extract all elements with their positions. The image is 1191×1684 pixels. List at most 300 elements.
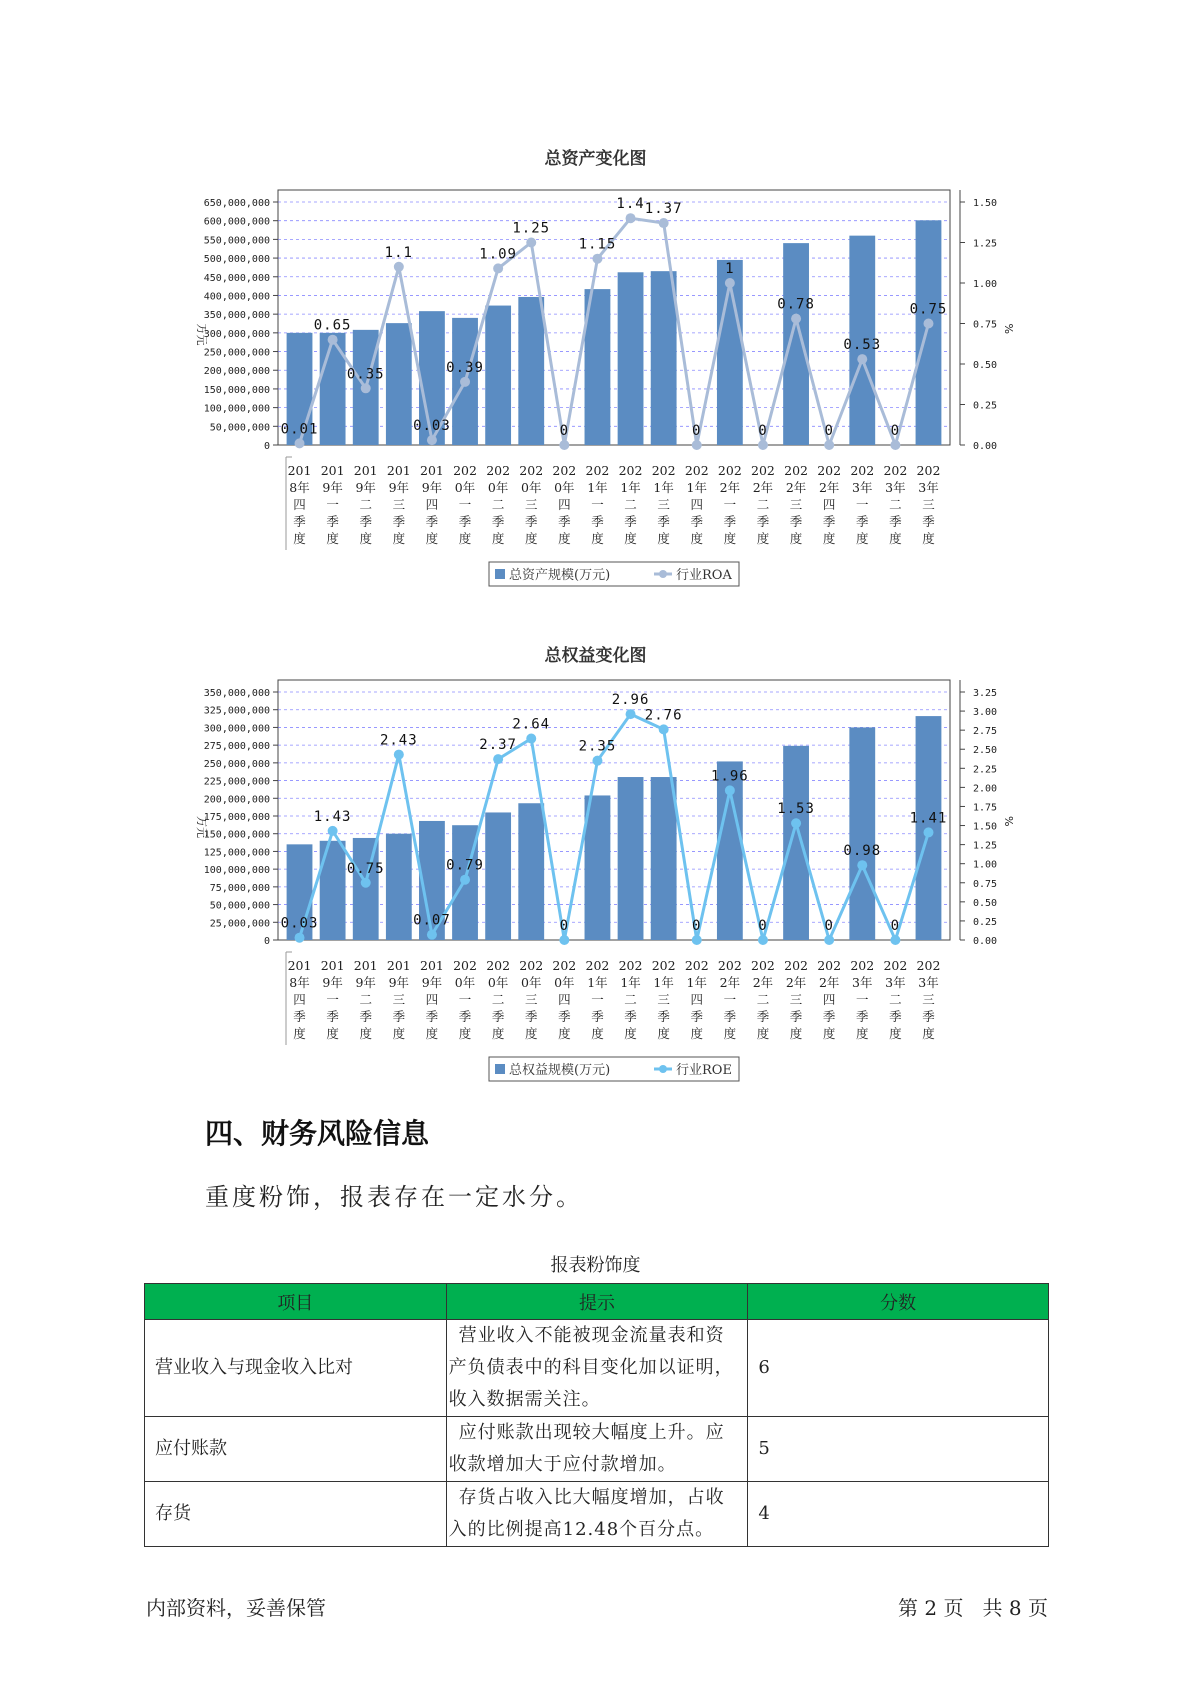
y-tick-label: 300,000,000 bbox=[203, 328, 270, 340]
data-label: 2.37 bbox=[479, 737, 517, 754]
x-tick-label: 202 bbox=[618, 958, 643, 973]
x-tick-label: 三 bbox=[789, 497, 803, 512]
x-tick-label: 二 bbox=[756, 992, 770, 1007]
x-tick-label: 202 bbox=[519, 958, 544, 973]
x-tick-label: 0年 bbox=[521, 480, 542, 495]
x-tick-label: 季 bbox=[591, 514, 604, 529]
x-tick-label: 度 bbox=[624, 1026, 637, 1041]
y2-tick-label: 3.25 bbox=[973, 688, 998, 699]
data-label: 0 bbox=[559, 423, 570, 439]
series-point bbox=[460, 377, 470, 387]
x-tick-label: 季 bbox=[524, 1009, 538, 1024]
x-tick-label: 202 bbox=[817, 958, 842, 973]
series-point bbox=[692, 935, 702, 945]
x-tick-label: 201 bbox=[386, 958, 411, 973]
series-point bbox=[328, 335, 338, 345]
y2-tick-label: 2.75 bbox=[973, 726, 998, 738]
x-tick-label: 202 bbox=[684, 958, 709, 973]
x-tick-label: 季 bbox=[624, 514, 637, 529]
x-tick-label: 季 bbox=[326, 514, 339, 529]
y2-tick-label: 1.25 bbox=[973, 840, 998, 852]
data-label: 1.15 bbox=[578, 236, 617, 253]
y-tick-label: 200,000,000 bbox=[203, 366, 270, 378]
series-point bbox=[824, 440, 834, 450]
asset-bar bbox=[783, 243, 809, 445]
y2-axis-label: % bbox=[1002, 323, 1015, 334]
series-point bbox=[295, 438, 305, 448]
x-tick-label: 9年 bbox=[322, 480, 343, 495]
asset-bar bbox=[485, 812, 511, 940]
asset-bar bbox=[651, 777, 677, 940]
x-tick-label: 四 bbox=[690, 497, 704, 512]
x-tick-label: 四 bbox=[558, 992, 571, 1007]
y2-tick-label: 1.50 bbox=[973, 198, 998, 209]
data-label: 1.09 bbox=[479, 246, 517, 263]
series-point bbox=[394, 262, 404, 272]
row-score: 6 bbox=[748, 1320, 1049, 1417]
y2-tick-label: 0.75 bbox=[973, 319, 998, 331]
x-tick-label: 度 bbox=[558, 1026, 571, 1041]
y-axis-label: 万元 bbox=[195, 323, 208, 346]
x-tick-label: 度 bbox=[690, 531, 704, 546]
y2-tick-label: 2.00 bbox=[973, 783, 998, 795]
x-tick-label: 季 bbox=[822, 1009, 836, 1024]
row-hint: 应付账款出现较大幅度上升。应收款增加大于应付款增加。 bbox=[446, 1417, 748, 1482]
x-tick-label: 3年 bbox=[852, 480, 873, 495]
x-tick-label: 0年 bbox=[554, 480, 575, 495]
y-tick-label: 500,000,000 bbox=[203, 254, 270, 266]
x-tick-label: 度 bbox=[524, 1026, 538, 1041]
y-tick-label: 325,000,000 bbox=[203, 705, 270, 717]
x-tick-label: 度 bbox=[458, 1026, 472, 1041]
series-point bbox=[758, 440, 768, 450]
x-tick-label: 一 bbox=[856, 992, 869, 1007]
series-point bbox=[559, 935, 569, 945]
x-tick-label: 度 bbox=[922, 531, 935, 546]
y-tick-label: 25,000,000 bbox=[209, 918, 270, 930]
x-tick-label: 2年 bbox=[785, 480, 807, 495]
x-tick-label: 8年 bbox=[289, 975, 310, 990]
x-tick-label: 季 bbox=[922, 514, 935, 529]
x-tick-label: 9年 bbox=[355, 975, 376, 990]
x-tick-label: 3年 bbox=[918, 975, 939, 990]
table-row bbox=[145, 1482, 1049, 1547]
y-tick-label: 175,000,000 bbox=[203, 812, 270, 823]
x-tick-label: 度 bbox=[789, 1026, 803, 1041]
x-tick-label: 201 bbox=[420, 463, 444, 478]
data-label: 0.75 bbox=[909, 301, 948, 318]
x-tick-label: 0年 bbox=[521, 975, 542, 990]
data-label: 0 bbox=[758, 423, 768, 439]
series-point bbox=[460, 875, 470, 885]
x-tick-label: 2年 bbox=[818, 975, 840, 990]
legend-line-label: 行业ROA bbox=[676, 568, 732, 583]
x-tick-label: 四 bbox=[425, 992, 439, 1007]
y2-tick-label: 0.25 bbox=[973, 400, 998, 412]
x-tick-label: 二 bbox=[889, 992, 902, 1007]
x-tick-label: 1年 bbox=[653, 480, 674, 495]
data-label: 0.03 bbox=[413, 418, 451, 435]
x-tick-label: 度 bbox=[491, 531, 505, 546]
x-tick-label: 一 bbox=[723, 992, 737, 1007]
x-tick-label: 季 bbox=[822, 514, 836, 529]
asset-bar bbox=[320, 333, 346, 445]
row-score: 4 bbox=[748, 1482, 1049, 1547]
x-tick-label: 一 bbox=[326, 497, 339, 512]
series-point bbox=[791, 314, 801, 324]
data-label: 1.4 bbox=[616, 196, 645, 213]
section-heading: 四、财务风险信息 bbox=[205, 1117, 430, 1150]
data-label: 0.39 bbox=[446, 359, 484, 376]
x-tick-label: 度 bbox=[458, 531, 472, 546]
x-tick-label: 四 bbox=[558, 497, 571, 512]
x-tick-label: 1年 bbox=[653, 975, 674, 990]
y-tick-label: 125,000,000 bbox=[203, 847, 270, 859]
legend-line-swatch bbox=[659, 570, 667, 578]
header-score: 分数 bbox=[748, 1284, 1049, 1320]
x-tick-label: 202 bbox=[552, 463, 577, 478]
x-tick-label: 202 bbox=[717, 463, 742, 478]
x-tick-label: 度 bbox=[889, 1026, 902, 1041]
x-tick-label: 2年 bbox=[719, 975, 741, 990]
x-tick-label: 度 bbox=[392, 1026, 406, 1041]
x-tick-label: 度 bbox=[657, 531, 670, 546]
x-tick-label: 三 bbox=[922, 992, 935, 1007]
y-tick-label: 450,000,000 bbox=[203, 272, 270, 284]
x-tick-label: 度 bbox=[657, 1026, 670, 1041]
series-point bbox=[361, 878, 371, 888]
data-label: 2.76 bbox=[644, 707, 683, 724]
x-tick-label: 季 bbox=[856, 514, 869, 529]
x-tick-label: 度 bbox=[293, 1026, 306, 1041]
row-item: 存货 bbox=[145, 1482, 447, 1547]
asset-bar bbox=[849, 727, 875, 940]
y-tick-label: 600,000,000 bbox=[203, 216, 270, 228]
data-label: 2.35 bbox=[578, 738, 617, 755]
x-tick-label: 季 bbox=[889, 1009, 902, 1024]
series-point bbox=[725, 278, 735, 288]
y-tick-label: 300,000,000 bbox=[203, 723, 270, 735]
y-tick-label: 0 bbox=[263, 936, 270, 947]
x-tick-label: 度 bbox=[326, 531, 339, 546]
x-tick-label: 2年 bbox=[785, 975, 807, 990]
x-tick-label: 度 bbox=[822, 531, 836, 546]
data-label: 1.1 bbox=[384, 244, 413, 261]
x-tick-label: 一 bbox=[591, 497, 604, 512]
x-tick-label: 三 bbox=[657, 992, 670, 1007]
asset-bar bbox=[386, 834, 412, 940]
x-tick-label: 二 bbox=[491, 497, 505, 512]
y-tick-label: 200,000,000 bbox=[203, 794, 270, 806]
y-tick-label: 250,000,000 bbox=[203, 347, 270, 359]
table-caption: 报表粉饰度 bbox=[550, 1255, 641, 1276]
series-point bbox=[890, 935, 900, 945]
series-point bbox=[493, 263, 503, 273]
data-label: 1 bbox=[725, 261, 735, 277]
legend-line-label: 行业ROE bbox=[676, 1063, 732, 1078]
legend-bar-label: 总权益规模(万元) bbox=[509, 1063, 611, 1078]
series-point bbox=[394, 750, 404, 760]
data-label: 1.37 bbox=[644, 201, 683, 218]
x-tick-label: 2年 bbox=[818, 480, 840, 495]
x-tick-label: 一 bbox=[326, 992, 339, 1007]
x-tick-label: 202 bbox=[552, 958, 577, 973]
series-point bbox=[361, 383, 371, 393]
table-row bbox=[145, 1417, 1049, 1482]
x-tick-label: 季 bbox=[458, 1009, 472, 1024]
x-tick-label: 季 bbox=[359, 514, 372, 529]
series-point bbox=[659, 724, 669, 734]
data-label: 1.41 bbox=[909, 810, 948, 827]
asset-bar bbox=[651, 271, 677, 445]
x-tick-label: 四 bbox=[690, 992, 704, 1007]
y2-tick-label: 0.75 bbox=[973, 878, 998, 890]
series-point bbox=[328, 826, 338, 836]
x-tick-label: 季 bbox=[624, 1009, 637, 1024]
x-tick-label: 1年 bbox=[686, 480, 707, 495]
header-item: 项目 bbox=[145, 1284, 447, 1320]
footer-page-number: 第 2 页 共 8 页 bbox=[898, 1596, 1048, 1620]
x-tick-label: 一 bbox=[591, 992, 604, 1007]
data-label: 1.53 bbox=[777, 801, 815, 818]
y2-tick-label: 1.00 bbox=[973, 279, 998, 290]
series-point bbox=[592, 756, 602, 766]
x-tick-label: 202 bbox=[916, 958, 941, 973]
y2-tick-label: 0.00 bbox=[973, 441, 998, 452]
series-point bbox=[824, 935, 834, 945]
y2-tick-label: 1.00 bbox=[973, 859, 998, 871]
data-label: 0.65 bbox=[313, 317, 352, 334]
x-tick-label: 202 bbox=[585, 958, 610, 973]
x-tick-label: 2年 bbox=[752, 975, 774, 990]
y2-tick-label: 3.00 bbox=[973, 707, 998, 719]
x-tick-label: 1年 bbox=[620, 480, 641, 495]
y2-tick-label: 0.50 bbox=[973, 360, 998, 371]
series-point bbox=[857, 860, 867, 870]
y-tick-label: 75,000,000 bbox=[209, 882, 270, 894]
data-label: 0.75 bbox=[346, 860, 385, 877]
y2-tick-label: 0.50 bbox=[973, 897, 998, 909]
series-point bbox=[626, 709, 636, 719]
x-tick-label: 季 bbox=[558, 514, 571, 529]
data-label: 0.35 bbox=[346, 366, 385, 383]
x-tick-label: 3年 bbox=[885, 480, 906, 495]
x-tick-label: 季 bbox=[756, 1009, 770, 1024]
x-tick-label: 度 bbox=[524, 531, 538, 546]
series-point bbox=[526, 238, 536, 248]
x-tick-label: 1年 bbox=[686, 975, 707, 990]
x-tick-label: 季 bbox=[524, 514, 538, 529]
y2-axis-label: % bbox=[1002, 816, 1015, 827]
data-label: 0 bbox=[824, 918, 834, 934]
x-tick-label: 季 bbox=[657, 1009, 670, 1024]
x-tick-label: 1年 bbox=[620, 975, 641, 990]
x-tick-label: 季 bbox=[491, 514, 505, 529]
x-tick-label: 度 bbox=[756, 1026, 770, 1041]
y-tick-label: 150,000,000 bbox=[203, 384, 270, 396]
x-tick-label: 一 bbox=[856, 497, 869, 512]
x-tick-label: 202 bbox=[751, 958, 775, 973]
x-tick-label: 三 bbox=[392, 992, 406, 1007]
x-tick-label: 1年 bbox=[587, 975, 608, 990]
x-tick-label: 0年 bbox=[554, 975, 575, 990]
series-point bbox=[626, 213, 636, 223]
chart2-title: 总权益变化图 bbox=[544, 646, 647, 666]
x-tick-label: 三 bbox=[657, 497, 670, 512]
data-label: 1.96 bbox=[711, 768, 749, 785]
x-tick-label: 度 bbox=[392, 531, 406, 546]
x-tick-label: 季 bbox=[690, 1009, 704, 1024]
x-tick-label: 202 bbox=[883, 463, 908, 478]
x-tick-label: 201 bbox=[320, 463, 345, 478]
asset-bar bbox=[618, 777, 644, 940]
data-label: 0.07 bbox=[413, 912, 451, 929]
x-tick-label: 9年 bbox=[388, 975, 410, 990]
x-tick-label: 二 bbox=[359, 992, 372, 1007]
x-tick-label: 202 bbox=[651, 958, 676, 973]
x-tick-label: 四 bbox=[822, 992, 836, 1007]
x-tick-label: 202 bbox=[784, 463, 808, 478]
x-tick-label: 度 bbox=[856, 531, 869, 546]
data-label: 0 bbox=[758, 918, 768, 934]
x-tick-label: 二 bbox=[624, 497, 637, 512]
data-label: 0.03 bbox=[280, 915, 319, 932]
x-tick-label: 季 bbox=[558, 1009, 571, 1024]
x-tick-label: 8年 bbox=[289, 480, 310, 495]
x-tick-label: 9年 bbox=[421, 480, 443, 495]
x-tick-label: 度 bbox=[425, 531, 439, 546]
series-point bbox=[526, 734, 536, 744]
asset-bar bbox=[386, 323, 412, 445]
x-tick-label: 二 bbox=[491, 992, 505, 1007]
x-tick-label: 9年 bbox=[388, 480, 410, 495]
x-tick-label: 201 bbox=[420, 958, 444, 973]
y-tick-label: 350,000,000 bbox=[203, 688, 270, 699]
series-point bbox=[791, 818, 801, 828]
data-label: 0 bbox=[890, 423, 901, 439]
x-tick-label: 0年 bbox=[487, 975, 509, 990]
series-point bbox=[427, 930, 437, 940]
x-tick-label: 二 bbox=[889, 497, 902, 512]
y2-tick-label: 2.25 bbox=[973, 764, 998, 776]
y2-tick-label: 0.00 bbox=[973, 936, 998, 947]
y2-tick-label: 1.25 bbox=[973, 238, 998, 250]
x-tick-label: 202 bbox=[486, 463, 511, 478]
legend-line-swatch bbox=[659, 1065, 667, 1073]
x-tick-label: 202 bbox=[453, 463, 477, 478]
x-tick-label: 201 bbox=[353, 958, 378, 973]
y2-tick-label: 0.25 bbox=[973, 916, 998, 928]
data-label: 0 bbox=[559, 918, 570, 934]
x-tick-label: 度 bbox=[591, 1026, 604, 1041]
x-tick-label: 201 bbox=[386, 463, 411, 478]
data-label: 0.98 bbox=[843, 843, 882, 860]
x-tick-label: 二 bbox=[756, 497, 770, 512]
x-tick-label: 0年 bbox=[454, 975, 476, 990]
x-tick-label: 季 bbox=[723, 514, 737, 529]
series-point bbox=[758, 935, 768, 945]
series-point bbox=[592, 254, 602, 264]
series-point bbox=[493, 754, 503, 764]
series-point bbox=[890, 440, 900, 450]
series-point bbox=[923, 827, 933, 837]
x-tick-label: 四 bbox=[293, 992, 306, 1007]
x-tick-label: 202 bbox=[519, 463, 544, 478]
x-tick-label: 季 bbox=[591, 1009, 604, 1024]
total-equity-chart bbox=[0, 670, 1191, 1090]
risk-table bbox=[144, 1283, 1049, 1547]
x-tick-label: 度 bbox=[690, 1026, 704, 1041]
data-label: 2.43 bbox=[379, 732, 418, 749]
data-label: 0.53 bbox=[843, 337, 882, 354]
y-tick-label: 225,000,000 bbox=[203, 776, 270, 788]
y-tick-label: 350,000,000 bbox=[203, 310, 270, 322]
x-tick-label: 季 bbox=[922, 1009, 935, 1024]
x-tick-label: 季 bbox=[789, 1009, 803, 1024]
asset-bar bbox=[916, 220, 942, 445]
series-point bbox=[559, 440, 569, 450]
x-tick-label: 度 bbox=[425, 1026, 439, 1041]
plot-area bbox=[278, 190, 950, 445]
data-label: 0 bbox=[692, 918, 702, 934]
row-score: 5 bbox=[748, 1417, 1049, 1482]
x-tick-label: 3年 bbox=[852, 975, 873, 990]
x-tick-label: 202 bbox=[916, 463, 941, 478]
series-point bbox=[427, 435, 437, 445]
x-tick-label: 三 bbox=[524, 497, 538, 512]
x-tick-label: 202 bbox=[618, 463, 643, 478]
asset-bar bbox=[518, 297, 544, 445]
data-label: 0 bbox=[692, 423, 702, 439]
x-tick-label: 0年 bbox=[487, 480, 509, 495]
y-tick-label: 400,000,000 bbox=[203, 291, 270, 303]
row-item: 营业收入与现金收入比对 bbox=[145, 1320, 447, 1417]
data-label: 1.43 bbox=[313, 808, 352, 825]
x-tick-label: 度 bbox=[293, 531, 306, 546]
x-tick-label: 1年 bbox=[587, 480, 608, 495]
row-item: 应付账款 bbox=[145, 1417, 447, 1482]
table-row bbox=[145, 1320, 1049, 1417]
x-tick-label: 202 bbox=[850, 463, 875, 478]
x-tick-label: 季 bbox=[723, 1009, 737, 1024]
x-tick-label: 201 bbox=[353, 463, 378, 478]
x-tick-label: 202 bbox=[486, 958, 511, 973]
y-tick-label: 275,000,000 bbox=[203, 741, 270, 753]
data-label: 2.96 bbox=[611, 692, 650, 709]
asset-bar bbox=[783, 746, 809, 940]
x-tick-label: 202 bbox=[684, 463, 709, 478]
x-tick-label: 季 bbox=[392, 514, 406, 529]
x-tick-label: 四 bbox=[425, 497, 439, 512]
x-tick-label: 季 bbox=[657, 514, 670, 529]
plot-area bbox=[278, 680, 950, 940]
x-tick-label: 202 bbox=[453, 958, 477, 973]
x-tick-label: 季 bbox=[326, 1009, 339, 1024]
x-tick-label: 9年 bbox=[421, 975, 443, 990]
x-tick-label: 3年 bbox=[918, 480, 939, 495]
x-tick-label: 202 bbox=[883, 958, 908, 973]
x-tick-label: 季 bbox=[889, 514, 902, 529]
x-tick-label: 季 bbox=[359, 1009, 372, 1024]
footer-confidential: 内部资料，妥善保管 bbox=[146, 1596, 326, 1620]
x-tick-label: 202 bbox=[717, 958, 742, 973]
x-tick-label: 度 bbox=[723, 1026, 737, 1041]
series-point bbox=[295, 933, 305, 943]
y2-tick-label: 1.50 bbox=[973, 821, 998, 833]
x-tick-label: 四 bbox=[293, 497, 306, 512]
y-tick-label: 50,000,000 bbox=[209, 422, 270, 434]
x-tick-label: 0年 bbox=[454, 480, 476, 495]
